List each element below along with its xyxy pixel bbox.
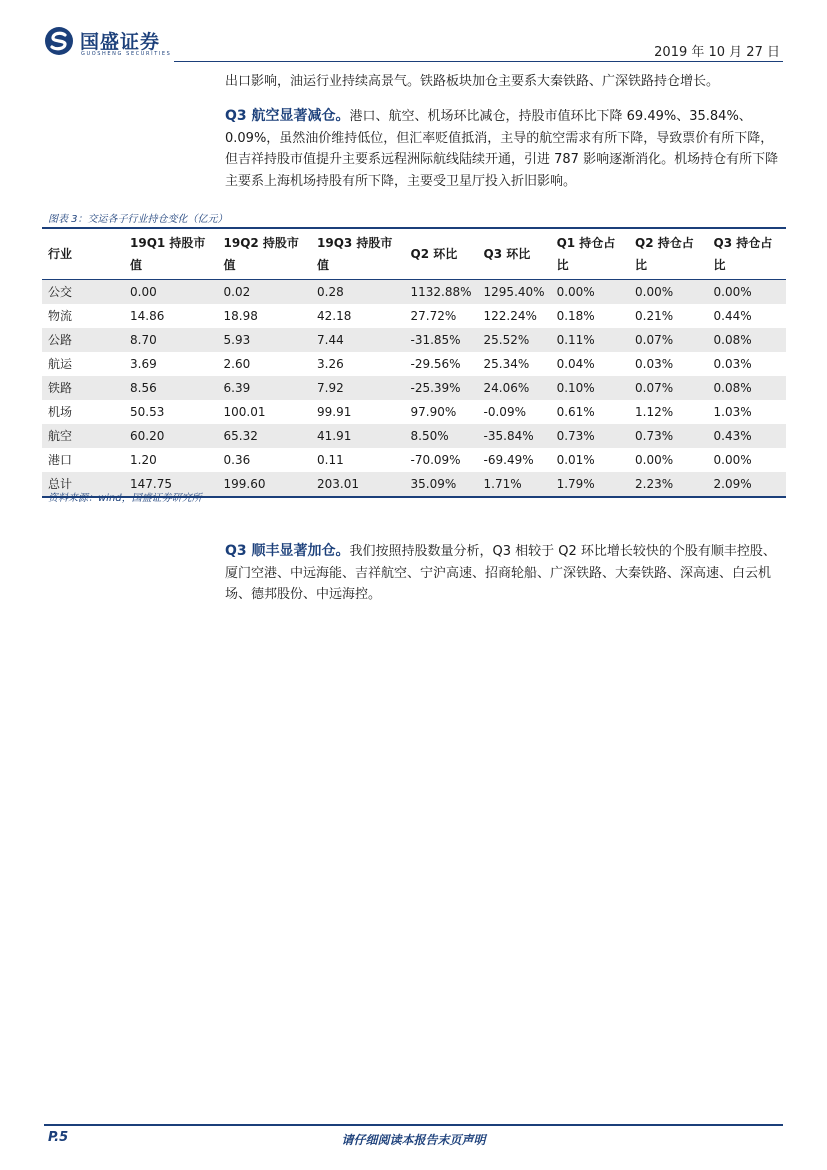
column-header: 19Q2 持股市值 — [223, 236, 299, 272]
paragraph-sf — [225, 541, 785, 606]
value-cell: 3.26 — [317, 357, 344, 371]
industry-cell: 物流 — [48, 309, 73, 323]
industry-cell: 铁路 — [48, 381, 73, 395]
table-body — [42, 280, 786, 498]
value-cell: 1295.40% — [483, 285, 545, 299]
value-cell: 27.72% — [410, 309, 457, 323]
value-cell: 203.01 — [317, 477, 359, 491]
value-cell: 99.91 — [317, 405, 352, 419]
value-cell: 0.00% — [635, 285, 674, 299]
table-row — [42, 352, 786, 376]
logo-text: 国盛证券 — [80, 31, 161, 53]
value-cell: 147.75 — [130, 477, 172, 491]
table-row — [42, 280, 786, 305]
column-header: Q1 持仓占比 — [556, 236, 616, 272]
value-cell: -25.39% — [410, 381, 461, 395]
industry-cell: 公交 — [48, 285, 73, 299]
value-cell: 8.56 — [130, 381, 157, 395]
value-cell: 0.18% — [556, 309, 595, 323]
value-cell: 0.73% — [635, 429, 674, 443]
value-cell: 199.60 — [223, 477, 266, 491]
page-number: P.5 — [48, 1130, 69, 1145]
value-cell: 0.08% — [713, 381, 752, 395]
table-header-row — [42, 228, 786, 280]
value-cell: 0.00% — [635, 453, 674, 467]
value-cell: 18.98 — [223, 309, 258, 323]
value-cell: 60.20 — [130, 429, 165, 443]
paragraph-lead: Q3 顺丰显著加仓。 — [225, 543, 350, 559]
value-cell: 0.01% — [556, 453, 595, 467]
column-header: 行业 — [48, 247, 73, 261]
value-cell: 0.21% — [635, 309, 674, 323]
disclaimer-note: 请仔细阅读本报告末页声明 — [341, 1133, 486, 1147]
value-cell: 1.03% — [713, 405, 752, 419]
value-cell: -69.49% — [483, 453, 534, 467]
value-cell: 8.50% — [410, 429, 449, 443]
company-logo — [44, 24, 184, 60]
value-cell: 5.93 — [223, 333, 251, 347]
column-header: 19Q1 持股市值 — [130, 236, 206, 272]
industry-cell: 公路 — [48, 333, 73, 347]
value-cell: 0.08% — [713, 333, 752, 347]
guosheng-logo-icon — [44, 26, 74, 56]
table-row — [42, 424, 786, 448]
paragraph-text: 出口影响，油运行业持续高景气。铁路板块加仓主要系大秦铁路、广深铁路持仓增长。 — [225, 74, 720, 89]
value-cell: 0.10% — [556, 381, 595, 395]
industry-cell: 航运 — [48, 357, 73, 371]
header-divider — [174, 61, 783, 62]
column-header: Q2 环比 — [410, 247, 458, 261]
industry-cell: 港口 — [48, 453, 73, 467]
industry-cell: 航空 — [48, 429, 73, 443]
value-cell: 42.18 — [317, 309, 352, 323]
report-date: 2019 年 10 月 27 日 — [654, 45, 780, 60]
value-cell: -29.56% — [410, 357, 461, 371]
value-cell: 0.03% — [635, 357, 674, 371]
value-cell: 8.70 — [130, 333, 157, 347]
value-cell: 0.07% — [635, 381, 674, 395]
value-cell: 122.24% — [483, 309, 537, 323]
paragraph-text: 港口、航空、机场环比减仓，持股市值环比下降 69.49%、35.84%、0.09%，虽然油价维持低位，但汇率贬值抵消，主导的航空需求有所下降，导致票价有所下降，但吉祥持股市值提升主要系远程洲际航线陆续开通，引进 787 影响逐渐消化。机场持仓有所下降主要系上海机场持股有所下降，主要受卫星厅投入折旧影响。 — [225, 109, 779, 189]
value-cell: 0.44% — [713, 309, 752, 323]
value-cell: 0.00% — [556, 285, 595, 299]
value-cell: 0.36 — [223, 453, 251, 467]
value-cell: 1132.88% — [410, 285, 472, 299]
value-cell: 35.09% — [410, 477, 457, 491]
column-header: 19Q3 持股市值 — [317, 236, 393, 272]
value-cell: 0.07% — [635, 333, 674, 347]
value-cell: 0.00% — [713, 285, 752, 299]
value-cell: 6.39 — [223, 381, 251, 395]
value-cell: 24.06% — [483, 381, 530, 395]
value-cell: 0.61% — [556, 405, 595, 419]
holdings-table — [42, 227, 786, 498]
value-cell: 100.01 — [223, 405, 266, 419]
industry-cell: 机场 — [48, 405, 73, 419]
value-cell: 2.60 — [223, 357, 251, 371]
industry-cell: 总计 — [48, 477, 73, 491]
value-cell: 0.11 — [317, 453, 344, 467]
value-cell: 0.73% — [556, 429, 595, 443]
table-row — [42, 376, 786, 400]
value-cell: 0.02 — [223, 285, 251, 299]
value-cell: 7.92 — [317, 381, 344, 395]
value-cell: 7.44 — [317, 333, 344, 347]
value-cell: 1.71% — [483, 477, 522, 491]
value-cell: 1.20 — [130, 453, 157, 467]
value-cell: 0.00 — [130, 285, 157, 299]
column-header: Q3 环比 — [483, 247, 531, 261]
value-cell: -0.09% — [483, 405, 526, 419]
value-cell: 25.52% — [483, 333, 530, 347]
paragraph-oil-rail — [225, 71, 785, 93]
value-cell: 0.11% — [556, 333, 595, 347]
value-cell: -31.85% — [410, 333, 461, 347]
value-cell: 65.32 — [223, 429, 258, 443]
table-source: 资料来源：wind，国盛证券研究所 — [48, 493, 202, 504]
value-cell: -70.09% — [410, 453, 461, 467]
value-cell: 25.34% — [483, 357, 530, 371]
value-cell: 1.79% — [556, 477, 595, 491]
value-cell: 41.91 — [317, 429, 352, 443]
footer-divider — [44, 1124, 783, 1126]
value-cell: 3.69 — [130, 357, 157, 371]
table-row — [42, 304, 786, 328]
value-cell: 0.28 — [317, 285, 344, 299]
value-cell: 14.86 — [130, 309, 165, 323]
value-cell: 0.43% — [713, 429, 752, 443]
value-cell: 0.03% — [713, 357, 752, 371]
figure-caption: 图表 3：交运各子行业持仓变化（亿元） — [48, 214, 228, 225]
table-row — [42, 400, 786, 424]
paragraph-aviation — [225, 106, 785, 192]
value-cell: 1.12% — [635, 405, 674, 419]
value-cell: 0.00% — [713, 453, 752, 467]
column-header: Q3 持仓占比 — [713, 236, 773, 272]
table-row — [42, 448, 786, 472]
value-cell: 2.23% — [635, 477, 674, 491]
value-cell: 97.90% — [410, 405, 457, 419]
table-row — [42, 328, 786, 352]
value-cell: 50.53 — [130, 405, 165, 419]
column-header: Q2 持仓占比 — [635, 236, 694, 272]
page-header — [0, 0, 827, 64]
value-cell: 0.04% — [556, 357, 595, 371]
paragraph-text: 我们按照持股数量分析，Q3 相较于 Q2 环比增长较快的个股有顺丰控股、厦门空港、中远海能、吉祥航空、宁沪高速、招商轮船、广深铁路、大秦铁路、深高速、白云机场、德邦股份、中远海控。 — [225, 544, 776, 602]
paragraph-lead: Q3 航空显著减仓。 — [225, 108, 350, 124]
value-cell: -35.84% — [483, 429, 534, 443]
value-cell: 2.09% — [713, 477, 752, 491]
logo-subtext: GUOSHENG SECURITIES — [81, 51, 172, 57]
